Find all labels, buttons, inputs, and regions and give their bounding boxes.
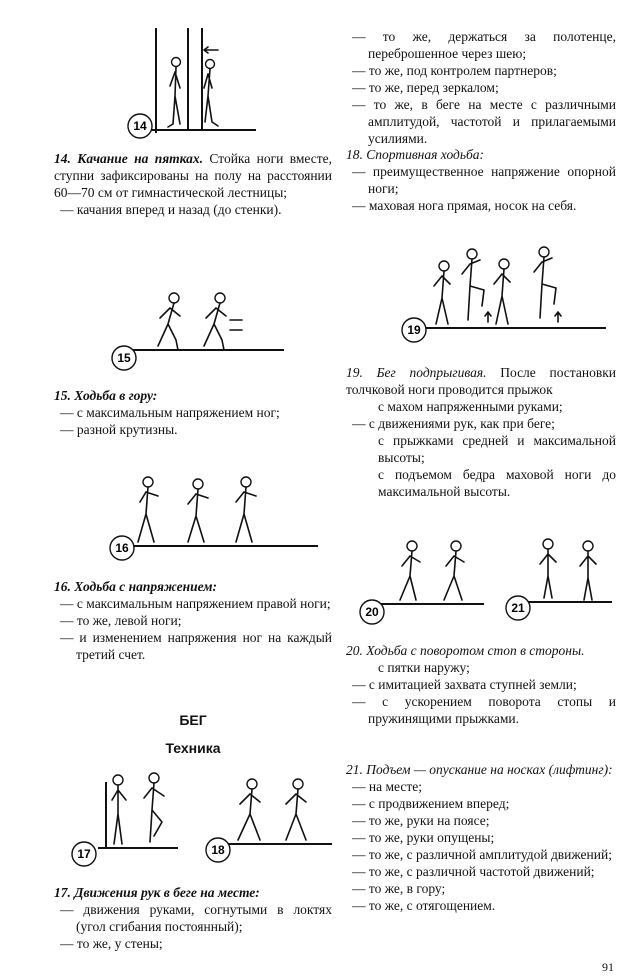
exercise-20-subitem-1: с пятки наружу;	[378, 660, 470, 675]
figure-14-number: 14	[133, 119, 147, 133]
exercise-17-title: 17. Движения рук в беге на месте:	[54, 885, 260, 900]
section-title: БЕГ	[179, 712, 207, 728]
figure-18-number: 18	[211, 843, 225, 857]
exercise-14	[54, 150, 332, 218]
figure-18-person-2	[286, 779, 306, 840]
exercise-14-item: — качания вперед и назад (до стенки).	[60, 202, 282, 217]
exercise-17-item-2: — то же, у стены;	[60, 936, 163, 951]
figure-18-person-1	[238, 779, 260, 840]
figure-21	[496, 536, 616, 626]
exercise-16-title: 16. Ходьба с напряжением:	[54, 579, 218, 594]
figure-15-arrows	[230, 320, 242, 330]
exercise-19-title: 19. Бег подпрыгивая.	[346, 365, 487, 380]
exercise-21-item-8: — то же, с отягощением.	[352, 898, 496, 913]
exercise-18-title: 18. Спортивная ходьба:	[346, 147, 485, 162]
exercise-15-item-1: — с максимальным напряжением ног;	[60, 405, 280, 420]
exercise-19-subitem-2: с прыжками средней и максимальной высоты;	[378, 433, 616, 465]
figure-17-person-2	[144, 773, 164, 842]
figure-16-person-2	[188, 479, 208, 542]
exercise-20-item-1: — с имитацией захвата ступней земли;	[352, 677, 577, 692]
page-number: 91	[602, 960, 614, 974]
figure-20-person-2	[444, 541, 464, 600]
figure-21-number: 21	[511, 601, 525, 615]
figure-19-person-2	[462, 249, 484, 320]
exercise-16-item-2: — то же, левой ноги;	[60, 613, 182, 628]
figure-19-person-3	[494, 259, 510, 324]
figure-16	[102, 474, 322, 564]
exercise-20-item-2: — с ускорением поворота стопы и пружинящими прыжками.	[352, 694, 616, 726]
exercise-17-item-1: — движения руками, согнутыми в локтях (угол сгибания постоянный);	[60, 902, 332, 934]
exercise-19	[346, 364, 616, 500]
exercise-21	[346, 761, 616, 914]
figure-16-number: 16	[115, 541, 129, 555]
exercise-21-item-3: — то же, руки на поясе;	[352, 813, 490, 828]
exercise-21-item-2: — с продвижением вперед;	[352, 796, 510, 811]
exercise-17-cont-item-1: — то же, держаться за полотенце, переброшенное через шею;	[352, 29, 616, 61]
exercise-16-item-1: — с максимальным напряжением правой ноги;	[60, 596, 331, 611]
exercise-16-item-3: — и изменением напряжения ног на каждый третий счет.	[60, 630, 332, 662]
exercise-18-item-2: — маховая нога прямая, носок на себя.	[352, 198, 577, 213]
exercise-17-continued	[346, 28, 616, 147]
exercise-18	[346, 146, 616, 214]
exercise-16	[54, 578, 332, 663]
figure-17	[68, 770, 188, 870]
figure-15	[104, 290, 304, 370]
figure-15-person-2	[204, 293, 226, 350]
figure-14-arrow	[204, 47, 218, 53]
exercise-17	[54, 884, 332, 952]
figure-21-person-1	[540, 539, 556, 598]
figure-20	[348, 536, 488, 626]
figure-17-person-1	[112, 775, 126, 844]
figure-18	[202, 776, 342, 866]
figure-19-number: 19	[407, 323, 421, 337]
exercise-21-item-4: — то же, руки опущены;	[352, 830, 495, 845]
exercise-17-cont-item-2: — то же, под контролем партнеров;	[352, 63, 557, 78]
exercise-15	[54, 387, 332, 438]
section-subtitle: Техника	[165, 740, 221, 756]
figure-16-person-3	[236, 477, 256, 542]
exercise-21-item-6: — то же, с различной частотой движений;	[352, 864, 595, 879]
figure-14	[126, 28, 316, 148]
figure-19-person-4	[534, 247, 556, 318]
figure-15-number: 15	[117, 351, 131, 365]
figure-21-person-2	[580, 541, 596, 600]
exercise-14-text: Стойка ноги вместе, ступни зафиксированы на полу на расстоянии 60—70 см от гимнастической лестницы;	[54, 151, 332, 200]
figure-14-person-1	[168, 58, 181, 128]
exercise-21-title: 21. Подъем — опускание на носках (лифтинг):	[346, 762, 613, 777]
figure-14-person-2	[204, 60, 218, 127]
exercise-17-cont-item-4: — то же, в беге на месте с различными амплитудой, частотой и прилагаемыми усилиями.	[352, 97, 616, 146]
figure-17-number: 17	[77, 847, 91, 861]
figure-16-person-1	[138, 477, 158, 542]
exercise-14-title: 14. Качание на пятках.	[54, 151, 204, 166]
figure-19	[396, 246, 616, 346]
exercise-17-cont-item-3: — то же, перед зеркалом;	[352, 80, 499, 95]
exercise-19-item-1: — с движениями рук, как при беге;	[352, 416, 555, 431]
exercise-15-item-2: — разной крутизны.	[60, 422, 178, 437]
exercise-18-item-1: — преимущественное напряжение опорной ноги;	[352, 164, 616, 196]
exercise-19-subitem-1: с махом напряженными руками;	[378, 399, 563, 414]
exercise-20-title: 20. Ходьба с поворотом стоп в стороны.	[346, 643, 585, 658]
exercise-21-item-1: — на месте;	[352, 779, 422, 794]
exercise-20	[346, 642, 616, 727]
figure-15-person-1	[158, 293, 180, 350]
exercise-15-title: 15. Ходьба в гору:	[54, 388, 158, 403]
exercise-19-text: После постановки толчковой ноги проводится прыжок	[346, 365, 616, 397]
exercise-19-subitem-3: с подъемом бедра маховой ноги до максимальной высоты.	[378, 467, 616, 499]
exercise-21-item-7: — то же, в гору;	[352, 881, 446, 896]
exercise-21-item-5: — то же, с различной амплитудой движений;	[352, 847, 612, 862]
figure-20-person-1	[400, 541, 420, 600]
figure-19-person-1	[434, 261, 450, 324]
figure-20-number: 20	[365, 605, 379, 619]
